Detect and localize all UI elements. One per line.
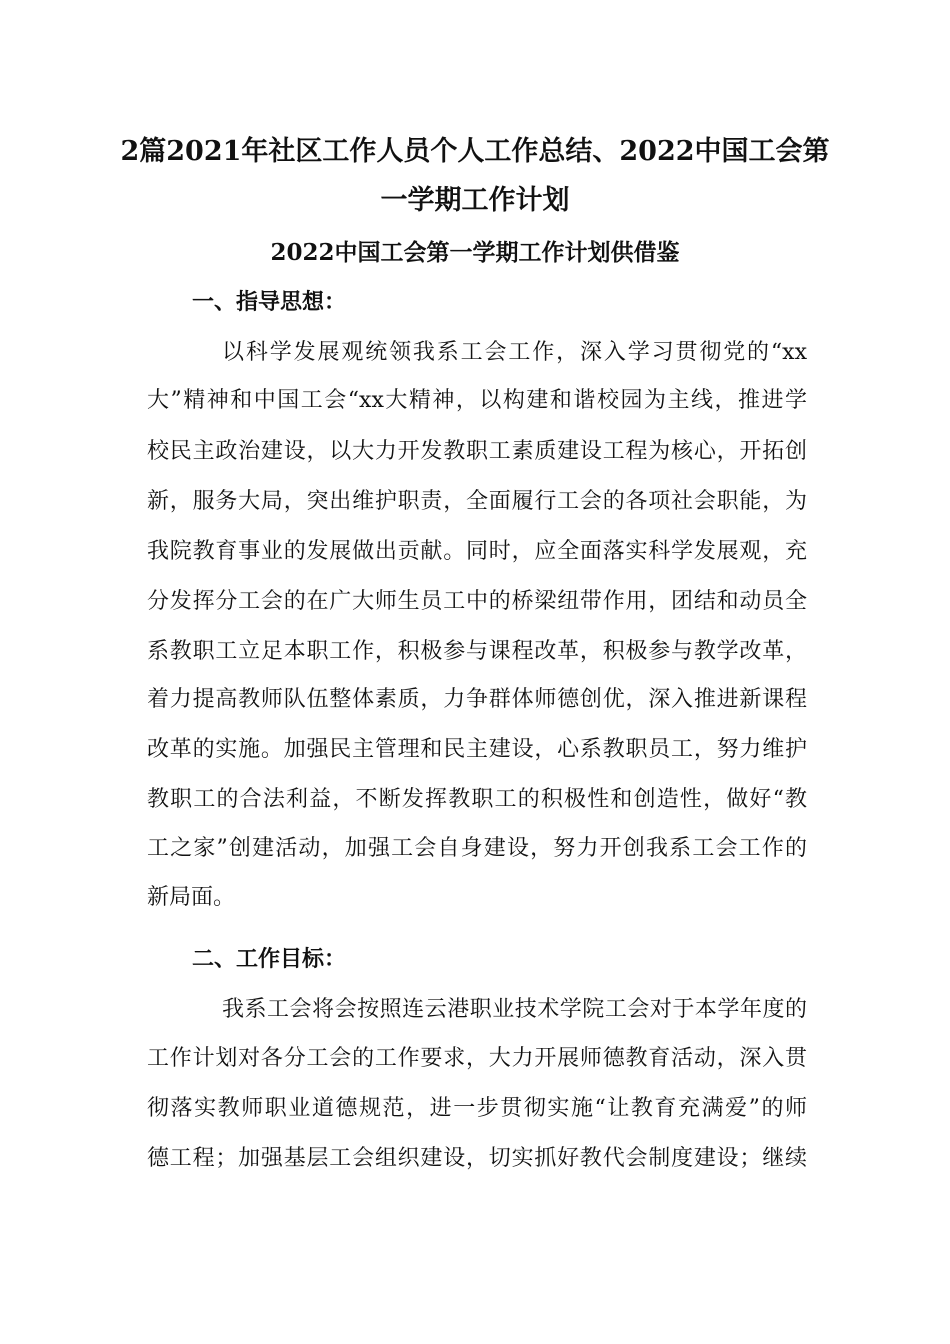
paragraph-line: 着力提高教师队伍整体素质，力争群体师德创优，深入推进新课程 [147, 687, 807, 712]
paragraph-line: 以科学发展观统领我系工会工作，深入学习贯彻党的“xx [222, 340, 807, 365]
paragraph-line: 我系工会将会按照连云港职业技术学院工会对于本学年度的 [222, 997, 807, 1022]
section-heading-guiding-ideology: 一、指导思想： [192, 289, 347, 315]
paragraph-line: 改革的实施。加强民主管理和民主建设，心系教职员工，努力维护 [147, 737, 807, 762]
paragraph-line: 彻落实教师职业道德规范，进一步贯彻实施“让教育充满爱”的师 [147, 1096, 807, 1121]
paragraph-line: 我院教育事业的发展做出贡献。同时，应全面落实科学发展观，充 [147, 539, 807, 564]
section-heading-work-goals: 二、工作目标： [192, 946, 347, 972]
paragraph-line: 系教职工立足本职工作，积极参与课程改革，积极参与教学改革， [147, 639, 807, 664]
document-title-line-1: 2篇2021年社区工作人员个人工作总结、2022中国工会第 [120, 136, 830, 167]
paragraph-line: 分发挥分工会的在广大师生员工中的桥梁纽带作用，团结和动员全 [147, 589, 807, 614]
paragraph-line: 工之家”创建活动，加强工会自身建设，努力开创我系工会工作的 [147, 836, 807, 861]
paragraph-line: 新局面。 [147, 885, 236, 910]
paragraph-line: 校民主政治建设，以大力开发教职工素质建设工程为核心，开拓创 [147, 439, 807, 464]
paragraph-line: 教职工的合法利益，不断发挥教职工的积极性和创造性，做好“教 [147, 787, 807, 812]
paragraph-line: 工作计划对各分工会的工作要求，大力开展师德教育活动，深入贯 [147, 1046, 807, 1071]
paragraph-line: 大”精神和中国工会“xx大精神，以构建和谐校园为主线，推进学 [147, 388, 807, 413]
document-subtitle: 2022中国工会第一学期工作计划供借鉴 [270, 239, 680, 266]
document-title-line-2: 一学期工作计划 [380, 185, 570, 216]
paragraph-line: 德工程；加强基层工会组织建设，切实抓好教代会制度建设；继续 [147, 1146, 807, 1171]
paragraph-line: 新，服务大局，突出维护职责，全面履行工会的各项社会职能，为 [147, 489, 807, 514]
